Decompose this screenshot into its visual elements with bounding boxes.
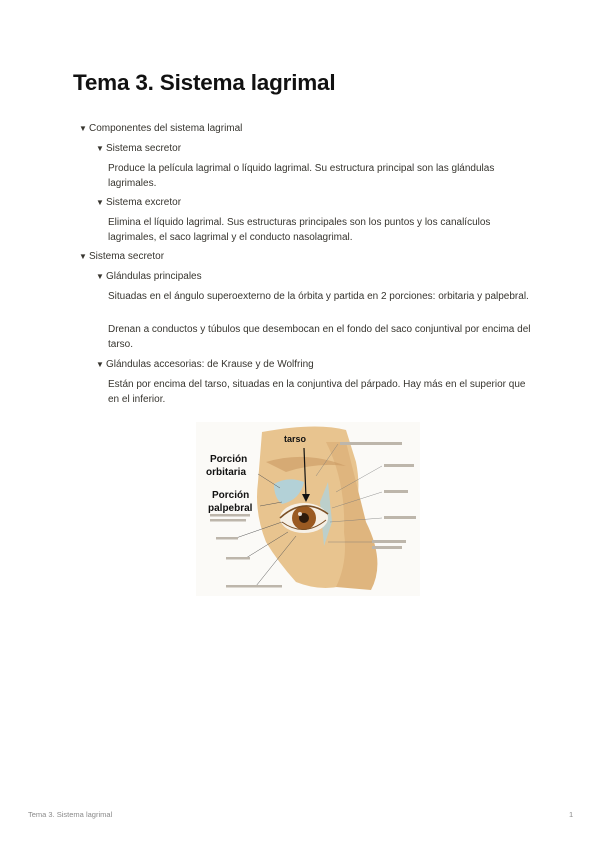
label-porcion-palpebral-2: palpebral — [208, 503, 253, 514]
page-title: Tema 3. Sistema lagrimal — [73, 70, 336, 95]
toggle-sistema-secretor[interactable] — [96, 142, 181, 156]
paragraph: Drenan a conductos y túbulos que desembocan en el fondo del saco conjuntival por encima del tarso. — [108, 324, 531, 350]
toggle-label: Glándulas principales — [106, 271, 202, 282]
toggle-label: Componentes del sistema lagrimal — [89, 123, 243, 134]
toggle-sistema-excretor[interactable] — [96, 196, 181, 210]
label-tarso: tarso — [284, 434, 307, 444]
footer-page-number: 1 — [569, 810, 574, 819]
label-porcion-palpebral-1: Porción — [212, 490, 250, 501]
triangle-down-icon[interactable]: ▼ — [96, 144, 104, 153]
footer-title: Tema 3. Sistema lagrimal — [28, 810, 113, 819]
paragraph: Produce la película lagrimal o líquido lagrimal. Su estructura principal son las glándulas lagrimales. — [108, 163, 495, 189]
label-porcion-orbitaria-1: Porción — [210, 454, 248, 465]
lacrimal-gland-illustration — [196, 422, 420, 596]
toggle-label: Sistema secretor — [106, 143, 182, 154]
triangle-down-icon[interactable]: ▼ — [79, 252, 87, 261]
toggle-sistema-secretor-2[interactable] — [79, 250, 164, 264]
toggle-glandulas-accesorias[interactable] — [96, 358, 314, 372]
toggle-componentes[interactable] — [79, 122, 242, 136]
toggle-label: Glándulas accesorias: de Krause y de Wolfring — [106, 359, 314, 370]
toggle-glandulas-principales[interactable] — [96, 270, 202, 284]
triangle-down-icon[interactable]: ▼ — [96, 272, 104, 281]
paragraph: Situadas en el ángulo superoexterno de la órbita y partida en 2 porciones: orbitaria y palpebral. — [108, 291, 529, 302]
triangle-down-icon[interactable]: ▼ — [96, 360, 104, 369]
triangle-down-icon[interactable]: ▼ — [96, 198, 104, 207]
paragraph: Elimina el líquido lagrimal. Sus estructuras principales son los puntos y los canalículos lagrimales, el saco lagrimal y el conducto nasolagrimal. — [108, 217, 491, 243]
label-porcion-orbitaria-2: orbitaria — [206, 467, 247, 478]
lacrimal-gland-figure — [196, 422, 420, 596]
paragraph: Están por encima del tarso, situadas en la conjuntiva del párpado. Hay más en el superior que en el inferior. — [108, 379, 526, 405]
toggle-label: Sistema secretor — [89, 251, 165, 262]
toggle-label: Sistema excretor — [106, 197, 182, 208]
triangle-down-icon[interactable]: ▼ — [79, 124, 87, 133]
